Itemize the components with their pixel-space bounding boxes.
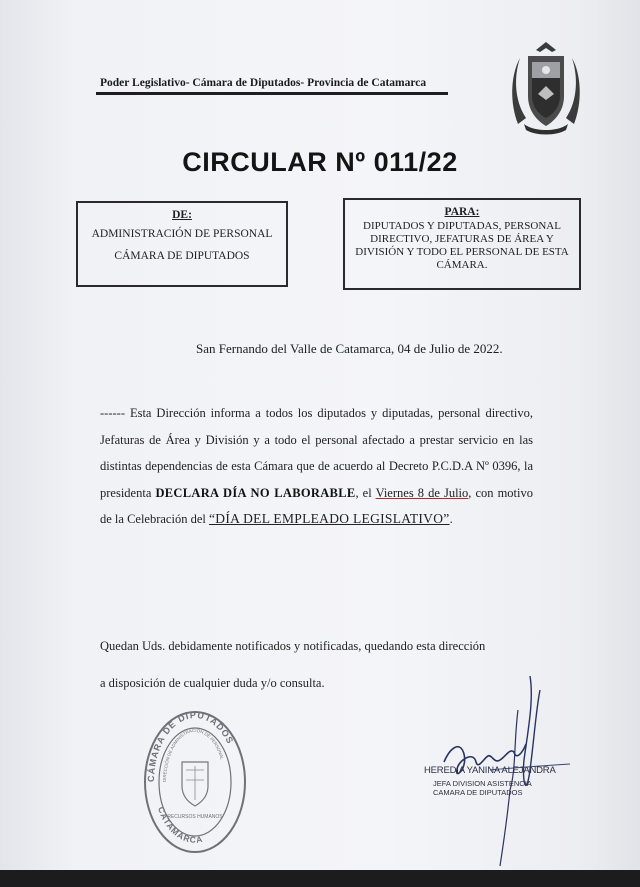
circular-title: CIRCULAR Nº 011/22 bbox=[182, 147, 458, 177]
to-box bbox=[343, 198, 581, 290]
event-name: “DÍA DEL EMPLEADO LEGISLATIVO” bbox=[208, 511, 450, 526]
declaration-text: DECLARA DÍA NO LABORABLE bbox=[155, 485, 356, 500]
from-line-2: CÁMARA DE DIPUTADOS bbox=[114, 250, 250, 262]
svg-text:DIRECCIÓN DE ADMINISTRACIÓN DE bbox=[162, 728, 225, 782]
institution-header: Poder Legislativo- Cámara de Diputados- Provincia de Catamarca bbox=[100, 77, 427, 89]
body-paragraph bbox=[100, 400, 533, 533]
closing-line-2: a disposición de cualquier duda y/o consulta. bbox=[100, 676, 325, 690]
official-seal bbox=[140, 708, 250, 856]
provincial-coat-of-arms-icon bbox=[510, 40, 582, 136]
body-connector: , el bbox=[355, 485, 372, 500]
body-motive: , con motivo de la Celebración del bbox=[100, 485, 534, 526]
from-box bbox=[76, 201, 288, 287]
body-end: . bbox=[449, 512, 453, 526]
from-line-1: ADMINISTRACIÓN DE PERSONAL bbox=[91, 228, 273, 240]
signatory-name: HEREDIA YANINA ALEJANDRA bbox=[424, 765, 556, 776]
closing-line-1: Quedan Uds. debidamente notificados y notificadas, quedando esta dirección bbox=[100, 639, 486, 653]
body-intro: ------ Esta Dirección informa a todos los diputados y diputadas, personal directivo, Jefaturas de Área y División y a todo el personal afectado a prestar servicio en las distintas dependencias de esta Cámara que de acuerdo al Decreto P.C.D.A Nº 0396, la presidenta bbox=[100, 406, 533, 500]
place-and-date: San Fernando del Valle de Catamarca, 04 de Julio de 2022. bbox=[196, 341, 503, 356]
signatory-organization: CAMARA DE DIPUTADOS bbox=[433, 788, 523, 797]
signatory-role: JEFA DIVISION ASISTENCIA bbox=[433, 779, 532, 788]
svg-text:CATAMARCA bbox=[156, 805, 204, 845]
seal-center-label: RECURSOS HUMANOS bbox=[167, 814, 223, 820]
from-heading: DE: bbox=[172, 209, 192, 221]
seal-bottom-text: CATAMARCA bbox=[156, 805, 205, 845]
seal-ring-text: CÁMARA DE DIPUTADOS bbox=[145, 709, 236, 783]
seal-inner-text: DIRECCIÓN DE ADMINISTRACIÓN DE PERSONAL bbox=[161, 727, 225, 783]
to-body: DIPUTADOS Y DIPUTADAS, PERSONAL DIRECTIVO, JEFATURAS DE ÁREA Y DIVISIÓN Y TODO EL PERSONAL DE ESTA CÁMARA. bbox=[355, 220, 569, 271]
from-body bbox=[78, 223, 286, 267]
to-heading: PARA: bbox=[444, 206, 480, 218]
header-rule bbox=[96, 92, 448, 95]
holiday-date: Viernes 8 de Julio bbox=[375, 485, 469, 500]
